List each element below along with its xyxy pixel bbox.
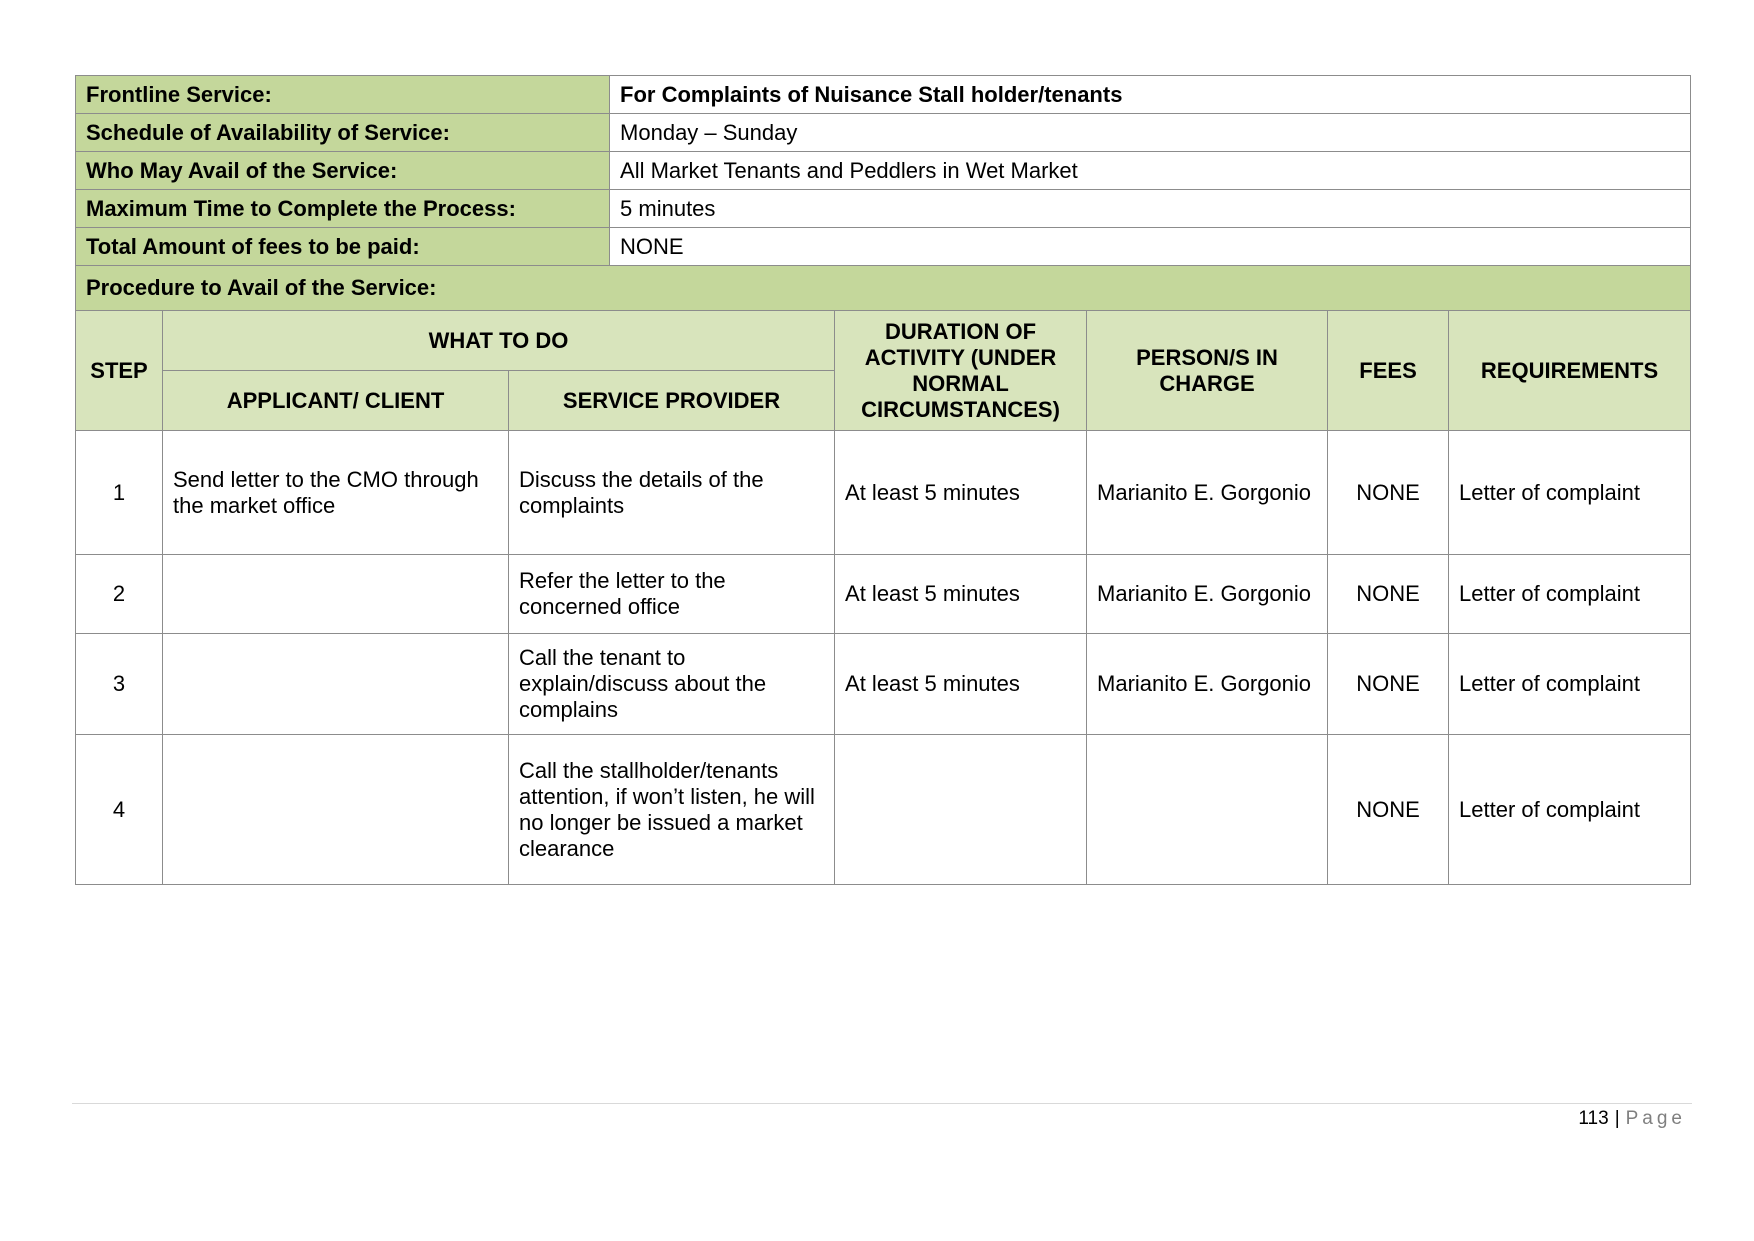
header-fees: FEES xyxy=(1328,311,1449,431)
table-row xyxy=(76,735,1691,885)
page-word: Page xyxy=(1625,1108,1686,1129)
person-in-charge xyxy=(1087,735,1328,885)
info-row-maximum-time xyxy=(76,190,1691,228)
info-value: For Complaints of Nuisance Stall holder/tenants xyxy=(610,76,1691,114)
provider-action: Discuss the details of the complaints xyxy=(509,431,835,555)
procedure-label: Procedure to Avail of the Service: xyxy=(76,266,1691,311)
requirements: Letter of complaint xyxy=(1449,634,1691,735)
fees: NONE xyxy=(1328,735,1449,885)
applicant-action xyxy=(163,555,509,634)
info-label: Maximum Time to Complete the Process: xyxy=(76,190,610,228)
person-in-charge: Marianito E. Gorgonio xyxy=(1087,431,1328,555)
applicant-action xyxy=(163,735,509,885)
provider-action: Call the tenant to explain/discuss about the complains xyxy=(509,634,835,735)
page-number: 113 xyxy=(1578,1108,1609,1129)
table-row xyxy=(76,634,1691,735)
info-label: Schedule of Availability of Service: xyxy=(76,114,610,152)
info-value: NONE xyxy=(610,228,1691,266)
page-footer xyxy=(1578,1108,1686,1130)
info-row-total-fees xyxy=(76,228,1691,266)
step-number: 1 xyxy=(76,431,163,555)
info-value: All Market Tenants and Peddlers in Wet Market xyxy=(610,152,1691,190)
requirements: Letter of complaint xyxy=(1449,735,1691,885)
info-row-who-may-avail xyxy=(76,152,1691,190)
procedure-row xyxy=(76,266,1691,311)
info-label: Frontline Service: xyxy=(76,76,610,114)
header-what-to-do: WHAT TO DO xyxy=(163,311,835,371)
duration xyxy=(835,735,1087,885)
step-number: 4 xyxy=(76,735,163,885)
step-number: 2 xyxy=(76,555,163,634)
info-label: Total Amount of fees to be paid: xyxy=(76,228,610,266)
applicant-action: Send letter to the CMO through the market office xyxy=(163,431,509,555)
info-value: 5 minutes xyxy=(610,190,1691,228)
info-row-schedule xyxy=(76,114,1691,152)
header-duration: DURATION OF ACTIVITY (UNDER NORMAL CIRCUMSTANCES) xyxy=(835,311,1087,431)
header-requirements: REQUIREMENTS xyxy=(1449,311,1691,431)
info-label: Who May Avail of the Service: xyxy=(76,152,610,190)
person-in-charge: Marianito E. Gorgonio xyxy=(1087,634,1328,735)
fees: NONE xyxy=(1328,431,1449,555)
citizens-charter-table xyxy=(75,75,1691,885)
requirements: Letter of complaint xyxy=(1449,431,1691,555)
header-applicant: APPLICANT/ CLIENT xyxy=(163,371,509,431)
info-value: Monday – Sunday xyxy=(610,114,1691,152)
requirements: Letter of complaint xyxy=(1449,555,1691,634)
footer-separator: | xyxy=(1614,1108,1620,1129)
fees: NONE xyxy=(1328,555,1449,634)
applicant-action xyxy=(163,634,509,735)
header-service-provider: SERVICE PROVIDER xyxy=(509,371,835,431)
fees: NONE xyxy=(1328,634,1449,735)
provider-action: Refer the letter to the concerned office xyxy=(509,555,835,634)
info-row-frontline-service xyxy=(76,76,1691,114)
person-in-charge: Marianito E. Gorgonio xyxy=(1087,555,1328,634)
table-row xyxy=(76,555,1691,634)
duration: At least 5 minutes xyxy=(835,555,1087,634)
step-number: 3 xyxy=(76,634,163,735)
duration: At least 5 minutes xyxy=(835,431,1087,555)
header-person-in-charge: PERSON/S IN CHARGE xyxy=(1087,311,1328,431)
duration: At least 5 minutes xyxy=(835,634,1087,735)
provider-action: Call the stallholder/tenants attention, if won’t listen, he will no longer be issued a market clearance xyxy=(509,735,835,885)
table-row xyxy=(76,431,1691,555)
header-step: STEP xyxy=(76,311,163,431)
header-row-top xyxy=(76,311,1691,371)
footer-divider xyxy=(72,1103,1692,1104)
